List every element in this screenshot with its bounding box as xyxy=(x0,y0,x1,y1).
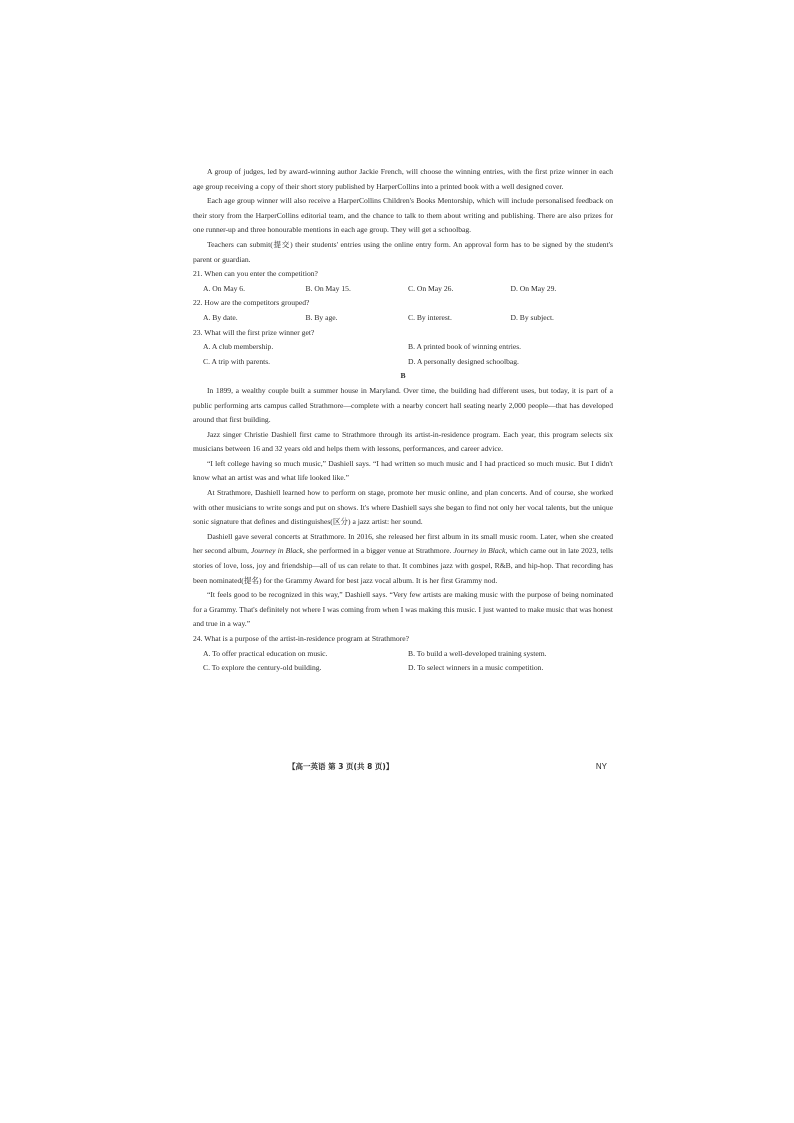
text-run: Dashiell gave several concerts at Strathmore. In 2016, she released her first album in its small music room. Later, when she created her second album, xyxy=(193,531,613,556)
option-b: B. To build a well-developed training system. xyxy=(408,648,547,658)
page-content xyxy=(193,165,613,676)
question-22 xyxy=(193,296,613,325)
options xyxy=(193,340,613,369)
paragraph: Teachers can submit(提交) their students' entries using the online entry form. An approval form has to be signed by the student's parent or guardian. xyxy=(193,239,613,264)
option-c: C. By interest. xyxy=(408,312,452,322)
question-stem: 23. What will the first prize winner get? xyxy=(193,327,315,337)
section-title: B xyxy=(400,371,406,381)
option-c: C. On May 26. xyxy=(408,283,454,293)
option-a: A. A club membership. xyxy=(203,342,274,352)
question-stem: 24. What is a purpose of the artist-in-residence program at Strathmore? xyxy=(193,634,409,643)
question-23 xyxy=(193,326,613,370)
option-d: D. On May 29. xyxy=(510,283,557,293)
paragraph: A group of judges, led by award-winning author Jackie French, will choose the winning entries, with the first prize winner in each age group receiving a copy of their short story published by HarperCollins into a printed book with a well designed cover. xyxy=(193,167,613,191)
option-d: D. To select winners in a music competition. xyxy=(408,663,544,673)
option-c: C. A trip with parents. xyxy=(203,356,271,366)
paragraph: In 1899, a wealthy couple built a summer house in Maryland. Over time, the building had different uses, but today, it is part of a public performing arts campus called Strathmore—complete with a nearby concert hall seating nearly 2,000 people—that has developed around that first building. xyxy=(193,385,613,425)
text-run: , she performed in a bigger venue at Strathmore. xyxy=(302,546,454,556)
option-b: B. On May 15. xyxy=(305,283,351,293)
paragraph: Jazz singer Christie Dashiell first came to Strathmore through its artist-in-residence program. Each year, this program selects six musicians between 16 and 32 years old and helps them with lessons, performances, and career advice. xyxy=(193,429,613,454)
question-24 xyxy=(193,632,613,676)
option-d: D. By subject. xyxy=(510,312,554,322)
option-c: C. To explore the century-old building. xyxy=(203,663,322,673)
paragraph: “It feels good to be recognized in this way,” Dashiell says. “Very few artists are making music with the purpose of being nominated for a Grammy. That's definitely not where I was coming from when I was making this music. I just wanted to make music that was honest and true in a way.” xyxy=(193,590,613,629)
album-title: Journey in Black xyxy=(251,546,303,556)
options xyxy=(193,311,613,326)
paragraph xyxy=(193,530,613,588)
paragraph: At Strathmore, Dashiell learned how to perform on stage, promote her music online, and plan concerts. And of course, she worked with other musicians to write songs and put on shows. It's where Dashiell says she began to find not only her vocal talents, but the unique sonic signature that defines and distinguishes(区分) a jazz artist: her sound. xyxy=(193,488,613,527)
question-stem: 22. How are the competitors grouped? xyxy=(193,298,310,308)
option-a: A. By date. xyxy=(203,312,238,322)
question-stem: 21. When can you enter the competition? xyxy=(193,269,318,279)
options xyxy=(193,647,613,676)
album-title: Journey in Black xyxy=(453,546,506,556)
option-b: B. A printed book of winning entries. xyxy=(408,342,522,352)
exam-code: NY xyxy=(595,762,607,771)
option-d: D. A personally designed schoolbag. xyxy=(408,356,519,366)
question-21 xyxy=(193,267,613,296)
text-run: , which came out in late 2023, tells stories of love, loss, joy and friendship—all of us can relate to that. It combines jazz with gospel, R&B, and hip-hop. That recording has been nominated(提名) for the Grammy Award for best jazz vocal album. It is her first Grammy nod. xyxy=(193,546,614,585)
paragraph: “I left college having so much music,” Dashiell says. “I had written so much music and I had practiced so much music. But I didn't know what an artist was and what life looked like.” xyxy=(193,458,613,483)
options xyxy=(193,282,613,297)
paragraph: Each age group winner will also receive a HarperCollins Children's Books Mentorship, which will include personalised feedback on their story from the HarperCollins editorial team, and the chance to talk to them about writing and publishing. There are also prizes for one runner-up and three honourable mentions in each age group. They will get a schoolbag. xyxy=(193,196,613,235)
option-b: B. By age. xyxy=(305,312,338,322)
option-a: A. On May 6. xyxy=(203,283,245,293)
page-number: 【高一英语 第 3 页(共 8 页)】 xyxy=(288,762,394,771)
option-a: A. To offer practical education on music. xyxy=(203,648,328,658)
